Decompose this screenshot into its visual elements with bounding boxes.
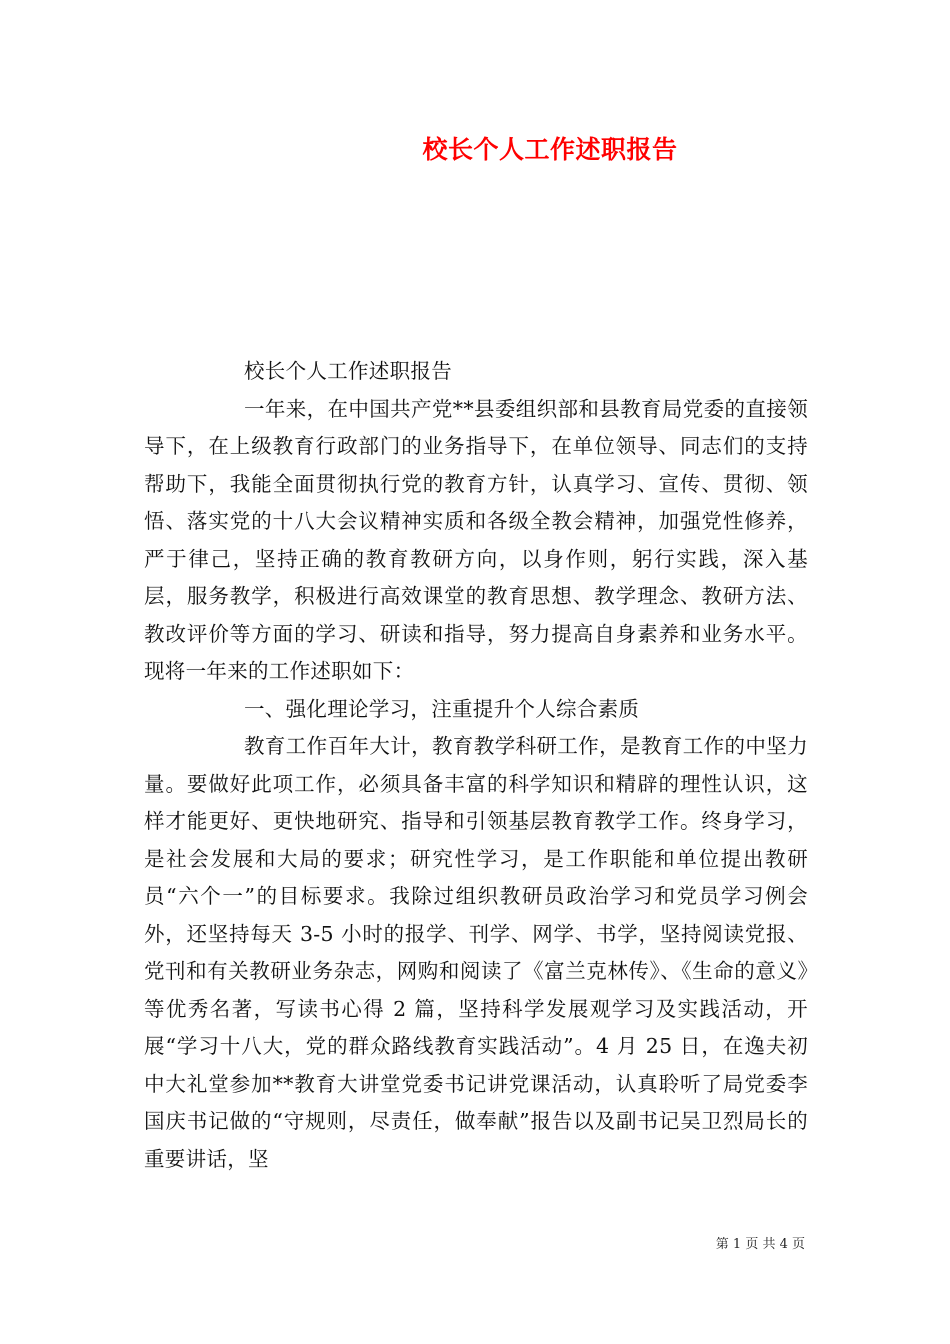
document-subtitle: 校长个人工作述职报告: [244, 359, 452, 383]
paragraph-section-1: 教育工作百年大计，教育教学科研工作，是教育工作的中坚力量。要做好此项工作，必须具备丰富的科学知识和精辟的理性认识，这样才能更好、更快地研究、指导和引领基层教育教学工作。终身学习，是社会发展和大局的要求；研究性学习，是工作职能和单位提出教研员“六个一”的目标要求。我除过组织教研员政治学习和党员学习例会外，还坚持每天 3-5 小时的报学、刊学、网学、书学，坚持阅读党报、党刊和有关教研业务杂志，网购和阅读了《富兰克林传》、《生命的意义》等优秀名著，写读书心得 2 篇，坚持科学发展观学习及实践活动，开展“学习十八大，党的群众路线教育实践活动”。4 月 25 日，在逸夫初中大礼堂参加**教育大讲堂党委书记讲党课活动，认真聆听了局党委李国庆书记做的“守规则，尽责任，做奉献”报告以及副书记吴卫烈局长的重要讲话，坚: [144, 734, 808, 1171]
document-body: [144, 353, 808, 1178]
paragraph-intro: 一年来，在中国共产党**县委组织部和县教育局党委的直接领导下，在上级教育行政部门的业务指导下，在单位领导、同志们的支持帮助下，我能全面贯彻执行党的教育方针，认真学习、宣传、贯彻、领悟、落实党的十八大会议精神实质和各级全教会精神，加强党性修养，严于律己，坚持正确的教育教研方向，以身作则，躬行实践，深入基层，服务教学，积极进行高效课堂的教育思想、教学理念、教研方法、教改评价等方面的学习、研读和指导，努力提高自身素养和业务水平。现将一年来的工作述职如下：: [144, 396, 808, 683]
section-heading-1: 一、强化理论学习，注重提升个人综合素质: [244, 696, 640, 721]
page-number: 第 1 页 共 4 页: [715, 1237, 805, 1252]
document-title: 校长个人工作述职报告: [422, 135, 678, 164]
